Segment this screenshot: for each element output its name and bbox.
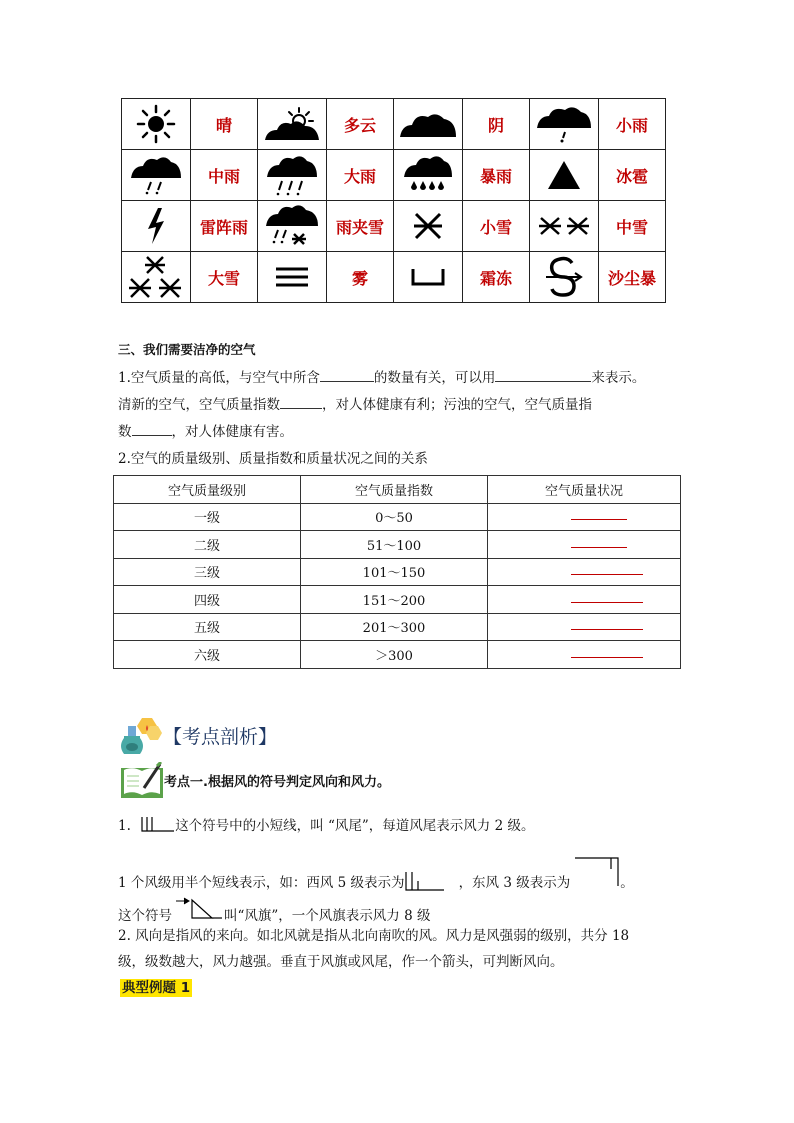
- table-row: [122, 99, 666, 150]
- weather-symbol-table: [121, 98, 666, 303]
- symbol-cell: [394, 252, 463, 303]
- wind-flag-icon: [174, 896, 224, 922]
- symbol-cell: [394, 99, 463, 150]
- table-row: [114, 558, 681, 586]
- weather-label: 多云: [327, 99, 394, 150]
- typical-example-heading: 典型例题 1: [122, 980, 191, 996]
- text-fragment: 来表示。: [591, 370, 646, 386]
- section-title: 三、我们需要洁净的空气: [118, 342, 256, 357]
- table-row: [114, 613, 681, 641]
- column-header: 空气质量级别: [114, 476, 301, 504]
- fill-blank[interactable]: [132, 421, 172, 436]
- text-fragment: 1 个风级用半个短线表示，如：西风 5 级表示为: [118, 875, 405, 891]
- symbol-cell: [530, 201, 599, 252]
- weather-label: 雾: [327, 252, 394, 303]
- table-row: [114, 503, 681, 531]
- fog-icon: [275, 266, 309, 288]
- weather-label: 暴雨: [463, 150, 530, 201]
- index-cell: 51～100: [301, 531, 488, 559]
- symbol-cell: [258, 201, 327, 252]
- status-cell[interactable]: [488, 558, 681, 586]
- answer-blank[interactable]: [571, 566, 643, 575]
- sleet-icon: [264, 204, 320, 248]
- text-fragment: 清新的空气，空气质量指数: [118, 397, 280, 413]
- level-cell: 三级: [114, 558, 301, 586]
- answer-blank[interactable]: [571, 649, 643, 658]
- symbol-cell: [122, 252, 191, 303]
- status-cell[interactable]: [488, 586, 681, 614]
- weather-label: 沙尘暴: [599, 252, 666, 303]
- status-cell[interactable]: [488, 641, 681, 669]
- weather-label: 中雨: [191, 150, 258, 201]
- symbol-cell: [394, 201, 463, 252]
- wind-barb-icon: [141, 816, 175, 832]
- text-fragment: 数: [118, 424, 132, 440]
- index-cell: 101～150: [301, 558, 488, 586]
- weather-label: 晴: [191, 99, 258, 150]
- table-header-row: [114, 476, 681, 504]
- weather-label: 中雪: [599, 201, 666, 252]
- index-cell: 201～300: [301, 613, 488, 641]
- status-cell[interactable]: [488, 531, 681, 559]
- chemistry-flask-icon: [118, 716, 164, 756]
- heavy-rain-icon: [265, 153, 319, 197]
- weather-label: 雷阵雨: [191, 201, 258, 252]
- level-cell: 六级: [114, 641, 301, 669]
- column-header: 空气质量指数: [301, 476, 488, 504]
- text-fragment: ，东风 3 级表示为: [458, 875, 571, 891]
- weather-label: 小雨: [599, 99, 666, 150]
- answer-blank[interactable]: [571, 539, 627, 548]
- symbol-cell: [530, 150, 599, 201]
- wind-line-2: [118, 857, 634, 893]
- weather-label: 阴: [463, 99, 530, 150]
- symbol-cell: [530, 252, 599, 303]
- level-cell: 四级: [114, 586, 301, 614]
- index-cell: 151～200: [301, 586, 488, 614]
- thunderstorm-icon: [144, 207, 168, 245]
- wind-line-5: 级，级数越大，风力越强。垂直于风旗或风尾，作一个箭头，可判断风向。: [118, 954, 564, 970]
- symbol-cell: [258, 150, 327, 201]
- air-quality-table: [113, 475, 681, 669]
- wind-line-4: 2. 风向是指风的来向。如北风就是指从北向南吹的风。风力是风强弱的级别，共分 18: [118, 928, 630, 944]
- level-cell: 二级: [114, 531, 301, 559]
- answer-blank[interactable]: [571, 594, 643, 603]
- weather-label: 大雪: [191, 252, 258, 303]
- overcast-cloud-icon: [398, 109, 458, 139]
- rainstorm-icon: [402, 155, 454, 195]
- column-header: 空气质量状况: [488, 476, 681, 504]
- level-cell: 五级: [114, 613, 301, 641]
- index-cell: ＞300: [301, 641, 488, 669]
- table-row: [114, 531, 681, 559]
- moderate-snow-icon: [538, 214, 590, 238]
- paragraph-4: 2.空气的质量级别、质量指数和质量状况之间的关系: [118, 451, 428, 467]
- light-rain-icon: [535, 104, 593, 144]
- symbol-cell: [122, 150, 191, 201]
- text-fragment: 这个符号中的小短线，叫 “风尾”，每道风尾表示风力 2 级。: [175, 818, 535, 834]
- status-cell[interactable]: [488, 503, 681, 531]
- text-fragment: 1.空气质量的高低，与空气中所含: [118, 370, 320, 386]
- weather-label: 雨夹雪: [327, 201, 394, 252]
- sandstorm-icon: [544, 255, 584, 299]
- weather-label: 大雨: [327, 150, 394, 201]
- index-cell: 0～50: [301, 503, 488, 531]
- wind-line-1: [118, 816, 534, 836]
- line-number: 1.: [118, 818, 131, 834]
- paragraph-3: [118, 421, 293, 442]
- table-row: [122, 252, 666, 303]
- symbol-cell: [394, 150, 463, 201]
- weather-label: 冰雹: [599, 150, 666, 201]
- frost-icon: [410, 267, 446, 287]
- table-row: [114, 586, 681, 614]
- text-fragment: 这个符号: [118, 908, 172, 924]
- moderate-rain-icon: [129, 154, 183, 196]
- heavy-snow-icon: [128, 255, 184, 299]
- paragraph-1: [118, 367, 645, 388]
- wind-line-3: [118, 896, 430, 926]
- east-wind-3-icon: [574, 857, 620, 887]
- table-row: [122, 150, 666, 201]
- symbol-cell: [122, 99, 191, 150]
- table-row: [114, 641, 681, 669]
- level-cell: 一级: [114, 503, 301, 531]
- answer-blank[interactable]: [571, 511, 627, 520]
- sun-icon: [136, 104, 176, 144]
- text-fragment: 。: [620, 875, 634, 891]
- exam-point: 考点一.根据风的符号判定风向和风力。: [164, 775, 390, 790]
- symbol-cell: [122, 201, 191, 252]
- hail-icon: [546, 159, 582, 191]
- west-wind-5-icon: [405, 871, 445, 891]
- open-book-icon: [120, 762, 164, 800]
- status-cell[interactable]: [488, 613, 681, 641]
- answer-blank[interactable]: [571, 621, 643, 630]
- text-fragment: 叫“风旗”，一个风旗表示风力 8 级: [224, 908, 431, 924]
- weather-label: 小雪: [463, 201, 530, 252]
- text-fragment: ，对人体健康有害。: [171, 424, 293, 440]
- symbol-cell: [530, 99, 599, 150]
- fill-blank[interactable]: [495, 367, 591, 382]
- table-row: [122, 201, 666, 252]
- partly-cloudy-icon: [263, 106, 321, 142]
- light-snow-icon: [412, 210, 444, 242]
- symbol-cell: [258, 252, 327, 303]
- paragraph-2: [118, 394, 592, 415]
- symbol-cell: [258, 99, 327, 150]
- fill-blank[interactable]: [280, 394, 322, 409]
- text-fragment: 的数量有关，可以用: [373, 370, 496, 386]
- section-heading: 【考点剖析】: [163, 726, 278, 748]
- fill-blank[interactable]: [320, 367, 374, 382]
- weather-label: 霜冻: [463, 252, 530, 303]
- text-fragment: ，对人体健康有利；污浊的空气，空气质量指: [322, 397, 592, 413]
